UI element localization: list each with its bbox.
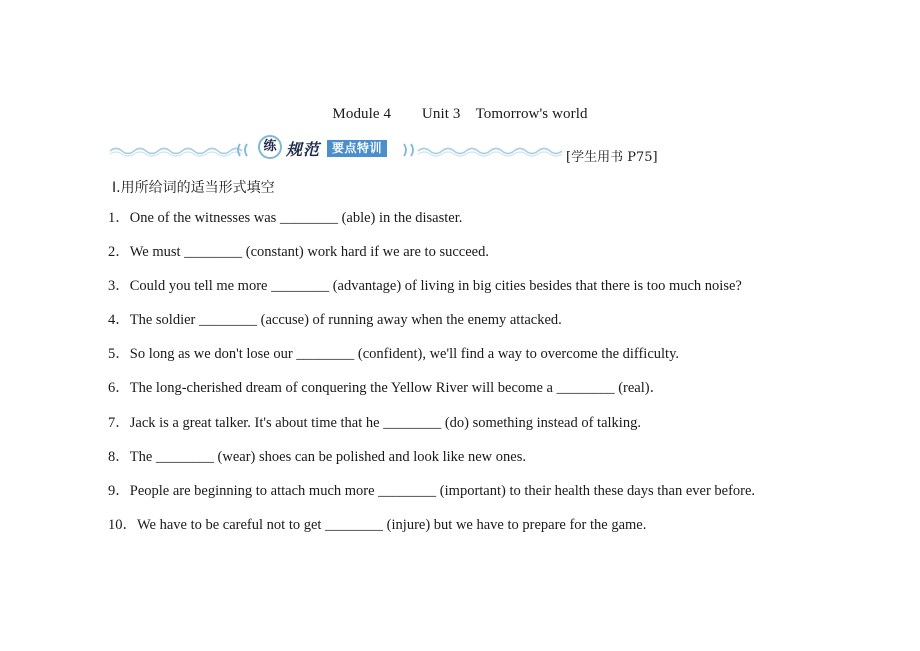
exercise-list — [108, 209, 755, 550]
lian-badge-icon: 练 — [258, 135, 282, 159]
exercise-item: 4．The soldier ________ (accuse) of running away when the enemy attacked. — [108, 312, 562, 329]
page-title: Module 4 Unit 3 Tomorrow's world — [332, 106, 588, 122]
exercise-item: 1．One of the witnesses was ________ (able) in the disaster. — [108, 210, 463, 226]
exercise-item: 3．Could you tell me more ________ (advantage) of living in big cities besides that there is too much noise? — [108, 278, 742, 295]
exercise-item: 5．So long as we don't lose our ________ (confident), we'll find a way to overcome the difficulty. — [108, 346, 680, 363]
exercise-item: 2．We must ________ (constant) work hard if we are to succeed. — [108, 244, 489, 261]
exercise-item: 10．We have to be careful not to get ________ (injure) but we have to prepare for the game. — [108, 516, 647, 533]
exercise-item: 6．The long‑cherished dream of conquering the Yellow River will become a ________ (real)． — [108, 380, 665, 397]
exercise-item: 9．People are beginning to attach much more ________ (important) to their health these days than ever before. — [108, 482, 756, 499]
section-heading: Ⅰ.用所给词的适当形式填空 — [112, 180, 275, 196]
topic-tag: 要点特训 — [327, 140, 387, 157]
exercise-item: 7．Jack is a great talker. It's about time that he ________ (do) something instead of talking. — [108, 414, 641, 431]
banner-label: 规范 — [286, 140, 321, 159]
section-banner — [108, 132, 674, 168]
exercise-item: 8．The ________ (wear) shoes can be polished and look like new ones. — [108, 448, 526, 465]
book-reference: [学生用书 P75] — [566, 150, 658, 165]
